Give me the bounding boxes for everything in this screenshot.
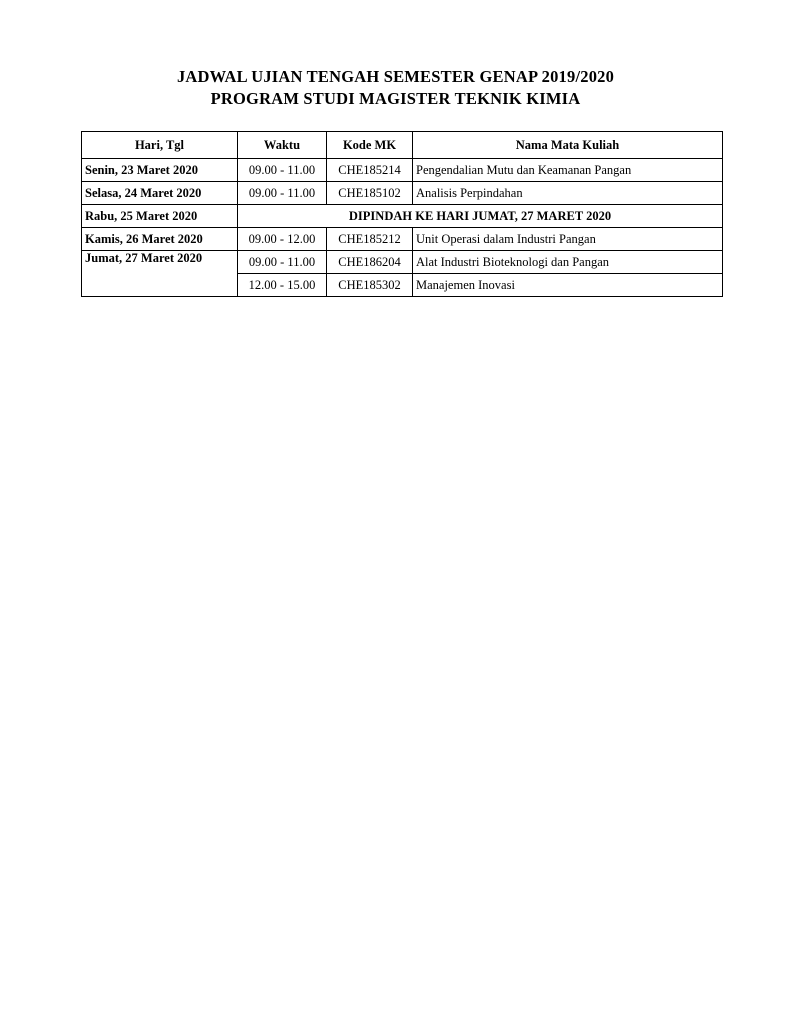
table-row: [82, 251, 723, 274]
table-row: [82, 159, 723, 182]
cell-code: CHE185212: [327, 228, 413, 251]
cell-time: 09.00 - 11.00: [238, 251, 327, 274]
header-course: Nama Mata Kuliah: [413, 132, 723, 159]
cell-day: Senin, 23 Maret 2020: [82, 159, 238, 182]
cell-time: 09.00 - 11.00: [238, 159, 327, 182]
header-day: Hari, Tgl: [82, 132, 238, 159]
cell-code: CHE185102: [327, 182, 413, 205]
document-subtitle: PROGRAM STUDI MAGISTER TEKNIK KIMIA: [210, 89, 581, 108]
cell-day: Selasa, 24 Maret 2020: [82, 182, 238, 205]
rescheduled-note: DIPINDAH KE HARI JUMAT, 27 MARET 2020: [238, 205, 723, 228]
cell-course: Unit Operasi dalam Industri Pangan: [413, 228, 723, 251]
cell-time: 09.00 - 12.00: [238, 228, 327, 251]
cell-time: 09.00 - 11.00: [238, 182, 327, 205]
cell-course: Analisis Perpindahan: [413, 182, 723, 205]
cell-day: Kamis, 26 Maret 2020: [82, 228, 238, 251]
table-row: [82, 182, 723, 205]
cell-course: Manajemen Inovasi: [413, 274, 723, 297]
cell-day: Jumat, 27 Maret 2020: [82, 251, 238, 297]
cell-course: Pengendalian Mutu dan Keamanan Pangan: [413, 159, 723, 182]
cell-course: Alat Industri Bioteknologi dan Pangan: [413, 251, 723, 274]
cell-time: 12.00 - 15.00: [238, 274, 327, 297]
table-header-row: [82, 132, 723, 159]
cell-code: CHE186204: [327, 251, 413, 274]
cell-code: CHE185214: [327, 159, 413, 182]
header-time: Waktu: [238, 132, 327, 159]
cell-day: Rabu, 25 Maret 2020: [82, 205, 238, 228]
document-title: JADWAL UJIAN TENGAH SEMESTER GENAP 2019/2020: [176, 67, 615, 86]
table-row: [82, 205, 723, 228]
cell-code: CHE185302: [327, 274, 413, 297]
header-code: Kode MK: [327, 132, 413, 159]
document-header: [0, 66, 791, 110]
exam-schedule-table: [81, 131, 723, 297]
table-row: [82, 228, 723, 251]
